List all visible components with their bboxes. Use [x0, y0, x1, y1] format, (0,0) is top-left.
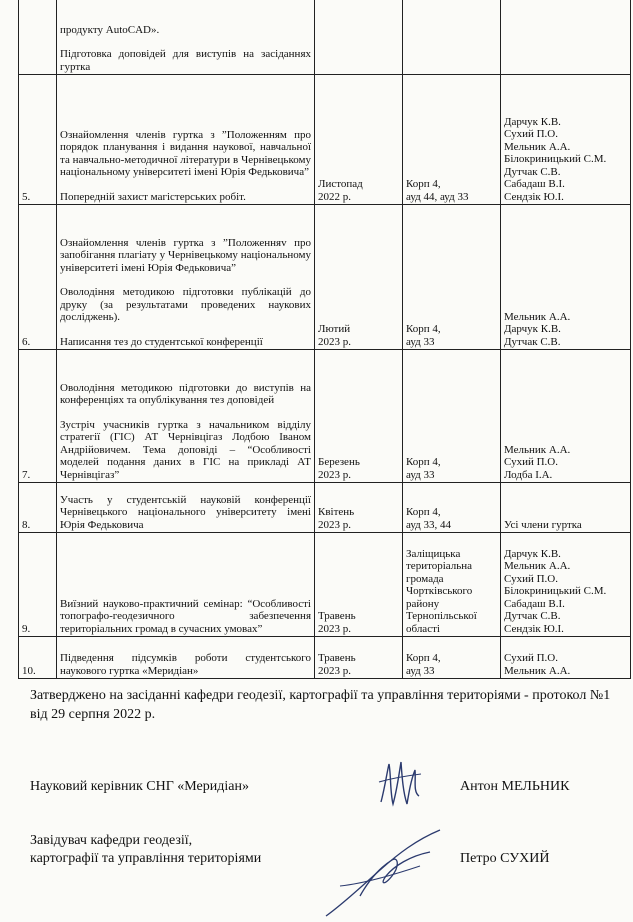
- row-number: 10.: [19, 637, 57, 679]
- date-cell: [315, 637, 403, 679]
- activity-text: Участь у студентській науковій конференції Чернівецького національного університету імені Юрія Федьковича: [60, 493, 311, 531]
- row-number: 5.: [19, 75, 57, 205]
- place-cell: [403, 0, 501, 75]
- approval-note: Затверджено на засіданні кафедри геодезії, картографії та управління територіями - протокол №1 від 29 серпня 2022 р.: [30, 688, 611, 722]
- activity-cell: [57, 205, 315, 350]
- place-cell: [403, 533, 501, 637]
- table-row: [19, 637, 631, 679]
- date-line: 2023 р.: [318, 468, 351, 481]
- place-cell: [403, 637, 501, 679]
- responsible-name: Білокриницький С.М.: [504, 585, 607, 597]
- table-row: [19, 0, 631, 75]
- activity-text: Виїзний науково-практичний семінар: “Особливості топографо-геодезичного забезпечення територіальних громад в сучасних умовах”: [60, 597, 311, 635]
- responsible-cell: [501, 483, 631, 533]
- head-name: Петро СУХИЙ: [460, 851, 550, 866]
- activity-cell: [57, 350, 315, 483]
- responsible-name: Лодба І.А.: [504, 468, 553, 481]
- responsible-name: Дутчак С.В.: [504, 165, 561, 178]
- date-line: Травень: [318, 610, 356, 622]
- date-line: 2023 р.: [318, 518, 351, 531]
- row-number: [19, 0, 57, 75]
- responsible-name: Мельник А.А.: [504, 560, 571, 572]
- row-number: 8.: [19, 483, 57, 533]
- responsible-name: Мельник А.А.: [504, 310, 571, 323]
- place-cell: [403, 350, 501, 483]
- responsible-cell: [501, 205, 631, 350]
- responsible-name: Сендзік Ю.І.: [504, 190, 564, 203]
- place-line: Корп 4,: [406, 178, 441, 190]
- table-row: [19, 350, 631, 483]
- date-cell: [315, 483, 403, 533]
- place-line: ауд 33, 44: [406, 518, 451, 531]
- activity-text: Підготовка доповідей для виступів на засіданнях гуртка: [60, 48, 311, 73]
- responsible-name: Дутчак С.В.: [504, 335, 561, 348]
- activity-cell: [57, 0, 315, 75]
- activity-cell: [57, 75, 315, 205]
- responsible-name: Сухий П.О.: [504, 572, 558, 585]
- supervisor-name: Антон МЕЛЬНИК: [460, 779, 570, 794]
- table-row: [19, 533, 631, 637]
- responsible-name: Білокриницький С.М.: [504, 153, 607, 165]
- activity-text: Оволодіння методикою підготовки до виступів на конференціях та опублікування тез доповідей: [60, 381, 311, 406]
- date-cell: [315, 350, 403, 483]
- responsible-name: Сабадаш В.І.: [504, 597, 565, 610]
- activity-text: Ознайомлення членів гуртка з ”Положенням про порядок планування і видання наукової, навчальної та навчально-методичної літератури в Чернівецькому національному університеті імені Юрія Федьковича”: [60, 128, 311, 178]
- date-cell: [315, 205, 403, 350]
- responsible-name: Дарчук К.В.: [504, 547, 561, 560]
- activity-cell: [57, 637, 315, 679]
- date-line: Листопад: [318, 178, 363, 190]
- activity-text: Ознайомлення членів гуртка з ”Положенняv про запобігання плагіату у Чернівецькому національному університеті імені Юрія Федьковича”: [60, 236, 311, 274]
- activity-text: продукту AutoCAD».: [60, 23, 160, 36]
- place-line: ауд 33: [406, 468, 435, 481]
- head-title-line-1: Завідувач кафедри геодезії,: [30, 833, 193, 848]
- responsible-name: Дутчак С.В.: [504, 610, 561, 622]
- responsible-name: Сухий П.О.: [504, 652, 558, 664]
- responsible-cell: [501, 533, 631, 637]
- place-line: ауд 33: [406, 664, 435, 677]
- date-line: Квітень: [318, 506, 355, 518]
- date-cell: [315, 0, 403, 75]
- responsible-cell: [501, 637, 631, 679]
- responsible-name: Дарчук К.В.: [504, 115, 561, 128]
- date-line: Березень: [318, 456, 360, 468]
- responsible-cell: [501, 350, 631, 483]
- table-row: [19, 75, 631, 205]
- activity-text: Зустріч учасників гуртка з начальником відділу стратегії (ГІС) АТ Чернівцігаз Лодбою Іваном Андрійовичем. Тема доповіді – “Особливості моделей подання даних в ГІС на прикладі АТ Чернівцігаз”: [60, 418, 311, 481]
- responsible-name: Мельник А.А.: [504, 443, 571, 456]
- place-line: громада: [406, 572, 444, 585]
- activity-cell: [57, 483, 315, 533]
- responsible-name: Сендзік Ю.І.: [504, 622, 564, 635]
- row-number: 7.: [19, 350, 57, 483]
- place-line: ауд 33: [406, 335, 435, 348]
- place-line: Корп 4,: [406, 652, 441, 664]
- date-line: Лютий: [318, 323, 351, 335]
- activity-plan-table: [18, 0, 631, 679]
- place-line: області: [406, 622, 440, 635]
- date-cell: [315, 75, 403, 205]
- place-line: району: [406, 597, 440, 610]
- date-cell: [315, 533, 403, 637]
- head-signature: [320, 826, 450, 922]
- activity-text: Написання тез до студентської конференції: [60, 335, 263, 348]
- supervisor-title: Науковий керівник СНГ «Меридіан»: [30, 779, 249, 794]
- date-line: 2022 р.: [318, 190, 351, 203]
- responsible-name: Сабадаш В.І.: [504, 178, 565, 190]
- place-line: Корп 4,: [406, 456, 441, 468]
- table-row: [19, 205, 631, 350]
- place-line: Чортківського: [406, 585, 473, 597]
- place-line: Корп 4,: [406, 323, 441, 335]
- date-line: 2023 р.: [318, 622, 351, 635]
- activity-text: Оволодіння методикою підготовки публікацій до друку (за результатами проведених наукових досліджень).: [60, 286, 311, 323]
- row-number: 6.: [19, 205, 57, 350]
- place-line: Заліщицька: [406, 547, 461, 560]
- place-cell: [403, 483, 501, 533]
- row-number: 9.: [19, 533, 57, 637]
- place-line: Тернопільської: [406, 610, 477, 622]
- place-line: територіальна: [406, 560, 473, 572]
- place-cell: [403, 75, 501, 205]
- place-line: Корп 4,: [406, 506, 441, 518]
- responsible-name: Сухий П.О.: [504, 456, 558, 468]
- date-line: Травень: [318, 652, 356, 664]
- date-line: 2023 р.: [318, 335, 351, 348]
- responsible-name: Мельник А.А.: [504, 664, 571, 677]
- activity-text: Підведення підсумків роботи студентського наукового гуртка «Меридіан»: [60, 652, 311, 677]
- activity-text: Попередній захист магістерських робіт.: [60, 190, 246, 203]
- table-row: [19, 483, 631, 533]
- responsible-name: Мельник А.А.: [504, 140, 571, 153]
- place-line: ауд 44, ауд 33: [406, 190, 469, 203]
- responsible-name: Дарчук К.В.: [504, 323, 561, 335]
- responsible-name: Усі члени гуртка: [504, 518, 582, 531]
- head-title-line-2: картографії та управління територіями: [30, 851, 262, 866]
- place-cell: [403, 205, 501, 350]
- date-line: 2023 р.: [318, 664, 351, 677]
- responsible-cell: [501, 75, 631, 205]
- activity-cell: [57, 533, 315, 637]
- responsible-cell: [501, 0, 631, 75]
- responsible-name: Сухий П.О.: [504, 128, 558, 140]
- supervisor-signature: [375, 752, 425, 812]
